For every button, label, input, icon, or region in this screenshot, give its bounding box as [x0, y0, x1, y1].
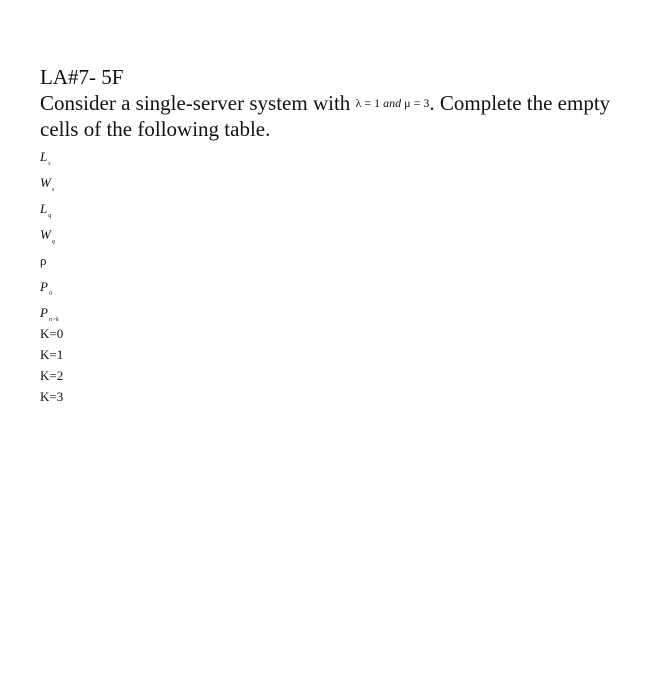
prompt-text-after: . Complete the empty cells of the following table.	[40, 91, 611, 141]
heading: LA#7- 5F	[40, 65, 124, 89]
prompt-text-before: Consider a single-server system with	[40, 91, 356, 115]
and-word: and	[383, 96, 402, 110]
lambda-value: = 1	[361, 96, 384, 110]
row-label-p0: $P_0$	[40, 279, 52, 297]
row-label-ls: $L_s$	[40, 149, 51, 167]
parameter-formula	[356, 96, 430, 110]
mu-value: = 3	[410, 96, 430, 110]
problem-statement	[40, 90, 640, 142]
k-label-1: K=1	[40, 347, 64, 362]
row-label-ws: $W_s$	[40, 175, 55, 193]
k-label-2: K=2	[40, 368, 64, 383]
k-label-0: K=0	[40, 326, 64, 341]
row-label-rho: ρ	[40, 253, 47, 268]
row-label-pnk: $P_{n>k}$	[40, 305, 59, 323]
document	[40, 64, 640, 410]
k-label-3: K=3	[40, 389, 64, 404]
mu-symbol: μ	[401, 96, 411, 110]
table-labels	[40, 148, 640, 410]
lambda-symbol: λ	[355, 96, 362, 110]
row-label-wq: $W_q$	[40, 227, 55, 245]
row-label-lq: $L_q$	[40, 201, 52, 219]
